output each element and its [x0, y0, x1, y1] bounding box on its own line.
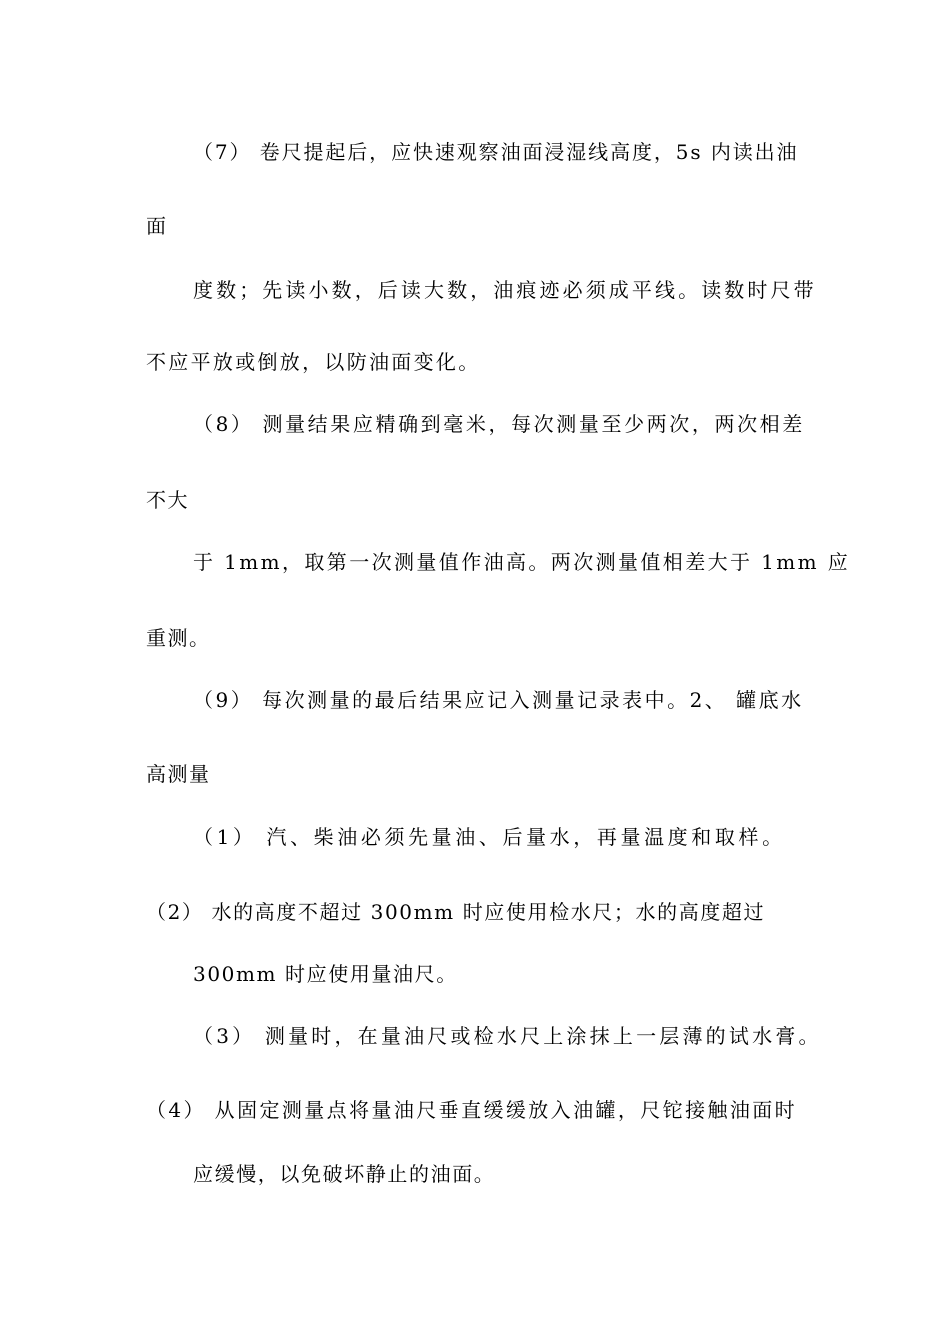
text-line-item-7-cont: 度数；先读小数，后读大数，油痕迹必须成平线。读数时尺带 [193, 278, 817, 302]
text-line-water-item-3: （3） 测量时，在量油尺或检水尺上涂抹上一层薄的试水膏。 [193, 1024, 822, 1048]
text-line-water-item-1: （1） 汽、柴油必须先量油、后量水，再量温度和取样。 [193, 825, 786, 849]
text-line-item-8-cont: 于 1mm，取第一次测量值作油高。两次测量值相差大于 1mm 应 [193, 550, 851, 574]
text-line-item-7-end: 不应平放或倒放，以防油面变化。 [146, 350, 481, 374]
text-line-item-7-wrap: 面 [146, 214, 168, 238]
text-line-water-item-4-end: 应缓慢，以免破坏静止的油面。 [193, 1162, 496, 1186]
text-line-water-item-2-start: （2） 水的高度不超过 300mm 时应使用检水尺；水的高度超过 [146, 900, 766, 924]
text-line-item-7-start: （7） 卷尺提起后，应快速观察油面浸湿线高度，5s 内读出油 [193, 140, 799, 164]
text-line-item-9-start: （9） 每次测量的最后结果应记入测量记录表中。2、 罐底水 [193, 688, 804, 712]
text-line-water-item-4-start: （4） 从固定测量点将量油尺垂直缓缓放入油罐，尺铊接触油面时 [146, 1098, 798, 1122]
text-line-item-8-end: 重测。 [146, 626, 211, 650]
text-line-item-8-wrap: 不大 [146, 488, 189, 512]
section-heading-water-measure: 高测量 [146, 762, 211, 786]
text-line-item-8-start: （8） 测量结果应精确到毫米，每次测量至少两次，两次相差 [193, 412, 805, 436]
text-line-water-item-2-end: 300mm 时应使用量油尺。 [193, 962, 458, 986]
